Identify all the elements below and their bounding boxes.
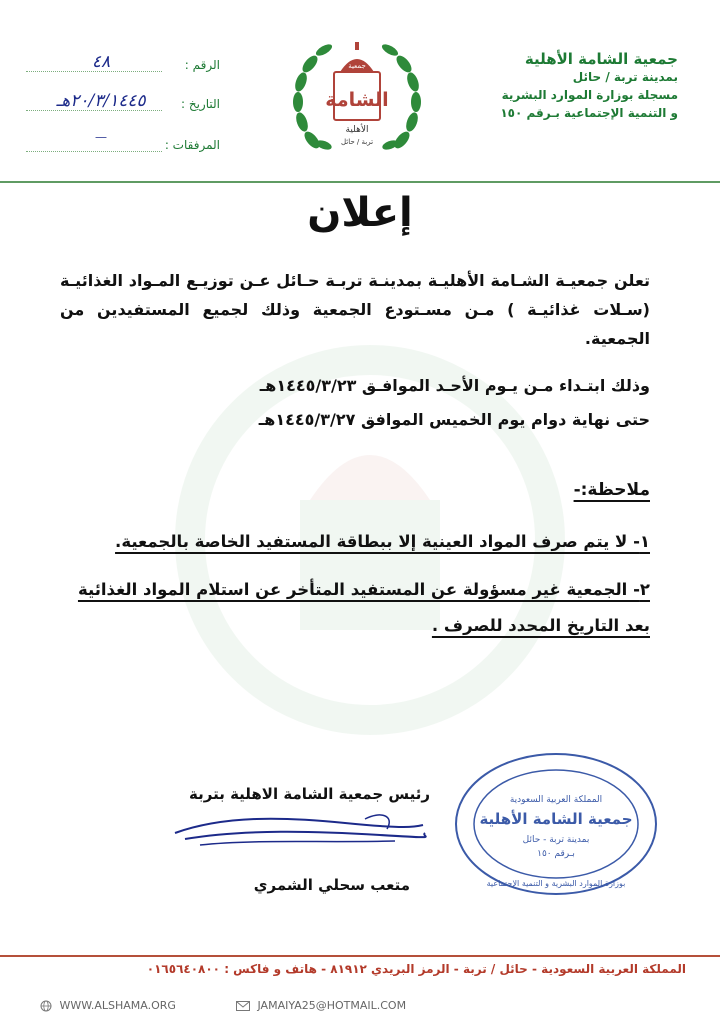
date-label: التاريخ : (180, 97, 220, 111)
attachments-value: — (95, 130, 107, 144)
note-item-2 (70, 572, 650, 644)
date-value: ٢٠/٣/١٤٤٥هـ (56, 91, 146, 111)
organization-registration-number: و التنمية الإجتماعية بـرقم ١٥٠ (500, 106, 678, 120)
logo-main-word: الشامة (325, 89, 389, 111)
note-item-1 (70, 524, 650, 560)
organization-info (458, 50, 678, 122)
note-item-1-text: ١- لا يتم صرف المواد العينية إلا ببطاقة المستفيد الخاصة بالجمعية. (115, 532, 650, 551)
announcement-paragraph: تعلن جمعيـة الشـامة الأهليـة بمدينـة تربـة حـائل عـن توزيـع المـواد الغذائيـة (سـلات غذائيـة ) مـن مسـتودع الجمعية وذلك لجميع المستفيدين من الجمعية. (60, 271, 650, 348)
attachments-label: المرفقات : (164, 138, 220, 152)
end-date-line: حتى نهاية دوام يوم الخميس الموافق ١٤٤٥/٣/٢٧هـ (258, 410, 650, 429)
organization-name: جمعية الشامة الأهلية (524, 50, 678, 68)
envelope-icon (236, 1001, 250, 1011)
date-field (20, 91, 220, 117)
footer-email[interactable] (236, 999, 406, 1012)
organization-registration: مسجلة بوزارة الموارد البشرية (501, 88, 678, 102)
stamp-ring-text: بوزارة الموارد البشرية و التنمية الإجتماعية (486, 879, 626, 888)
stamp-line-2: جمعية الشامة الأهلية (479, 810, 633, 828)
footer-website[interactable] (40, 999, 176, 1012)
organization-logo (282, 30, 432, 170)
reference-number-label: الرقم : (184, 58, 220, 72)
stamp-line-4: بـرقم ١٥٠ (537, 849, 575, 859)
footer-website-text: WWW.ALSHAMA.ORG (59, 999, 176, 1012)
attachments-field (20, 130, 220, 158)
logo-top-word: جمعية (348, 62, 366, 70)
stamp-line-1: المملكة العربية السعودية (509, 795, 603, 805)
signatory-title: رئيس جمعية الشامة الاهلية بتربة (189, 785, 430, 803)
footer-divider (0, 955, 720, 957)
footer-address: المملكة العربية السعودية - حائل / تربة - الرمز البريدي ٨١٩١٢ - هاتف و فاكس : ٠١٦٥٦٤٠٨٠٠ (146, 962, 686, 976)
organization-city: بمدينة تربة / حائل (572, 70, 678, 84)
signatory-name: متعب سحلي الشمري (253, 876, 410, 894)
start-date-line: وذلك ابتـداء مـن يـوم الأحـد الموافـق ١٤٤٥/٣/٢٣هـ (259, 376, 650, 395)
logo-place: تربة / حائل (340, 138, 374, 146)
note-item-2-text: ٢- الجمعية غير مسؤولة عن المستفيد المتأخر عن استلام المواد الغذائية بعد التاريخ المحدد للصرف . (77, 580, 650, 635)
reference-number-field (20, 52, 220, 78)
notes-title: ملاحظة:- (573, 480, 650, 500)
header-divider (0, 181, 720, 183)
attachments-line (26, 151, 162, 152)
announcement-title: إعلان (307, 190, 413, 236)
handwritten-signature (165, 805, 430, 855)
stamp-line-3: بمدينة تربة - حائل (522, 835, 590, 845)
globe-icon (40, 1000, 52, 1012)
footer-email-text: JAMAIYA25@HOTMAIL.COM (257, 999, 407, 1012)
logo-sub-word: الأهلية (345, 125, 369, 135)
reference-number-value: ٤٨ (91, 52, 111, 72)
official-stamp (454, 752, 659, 897)
